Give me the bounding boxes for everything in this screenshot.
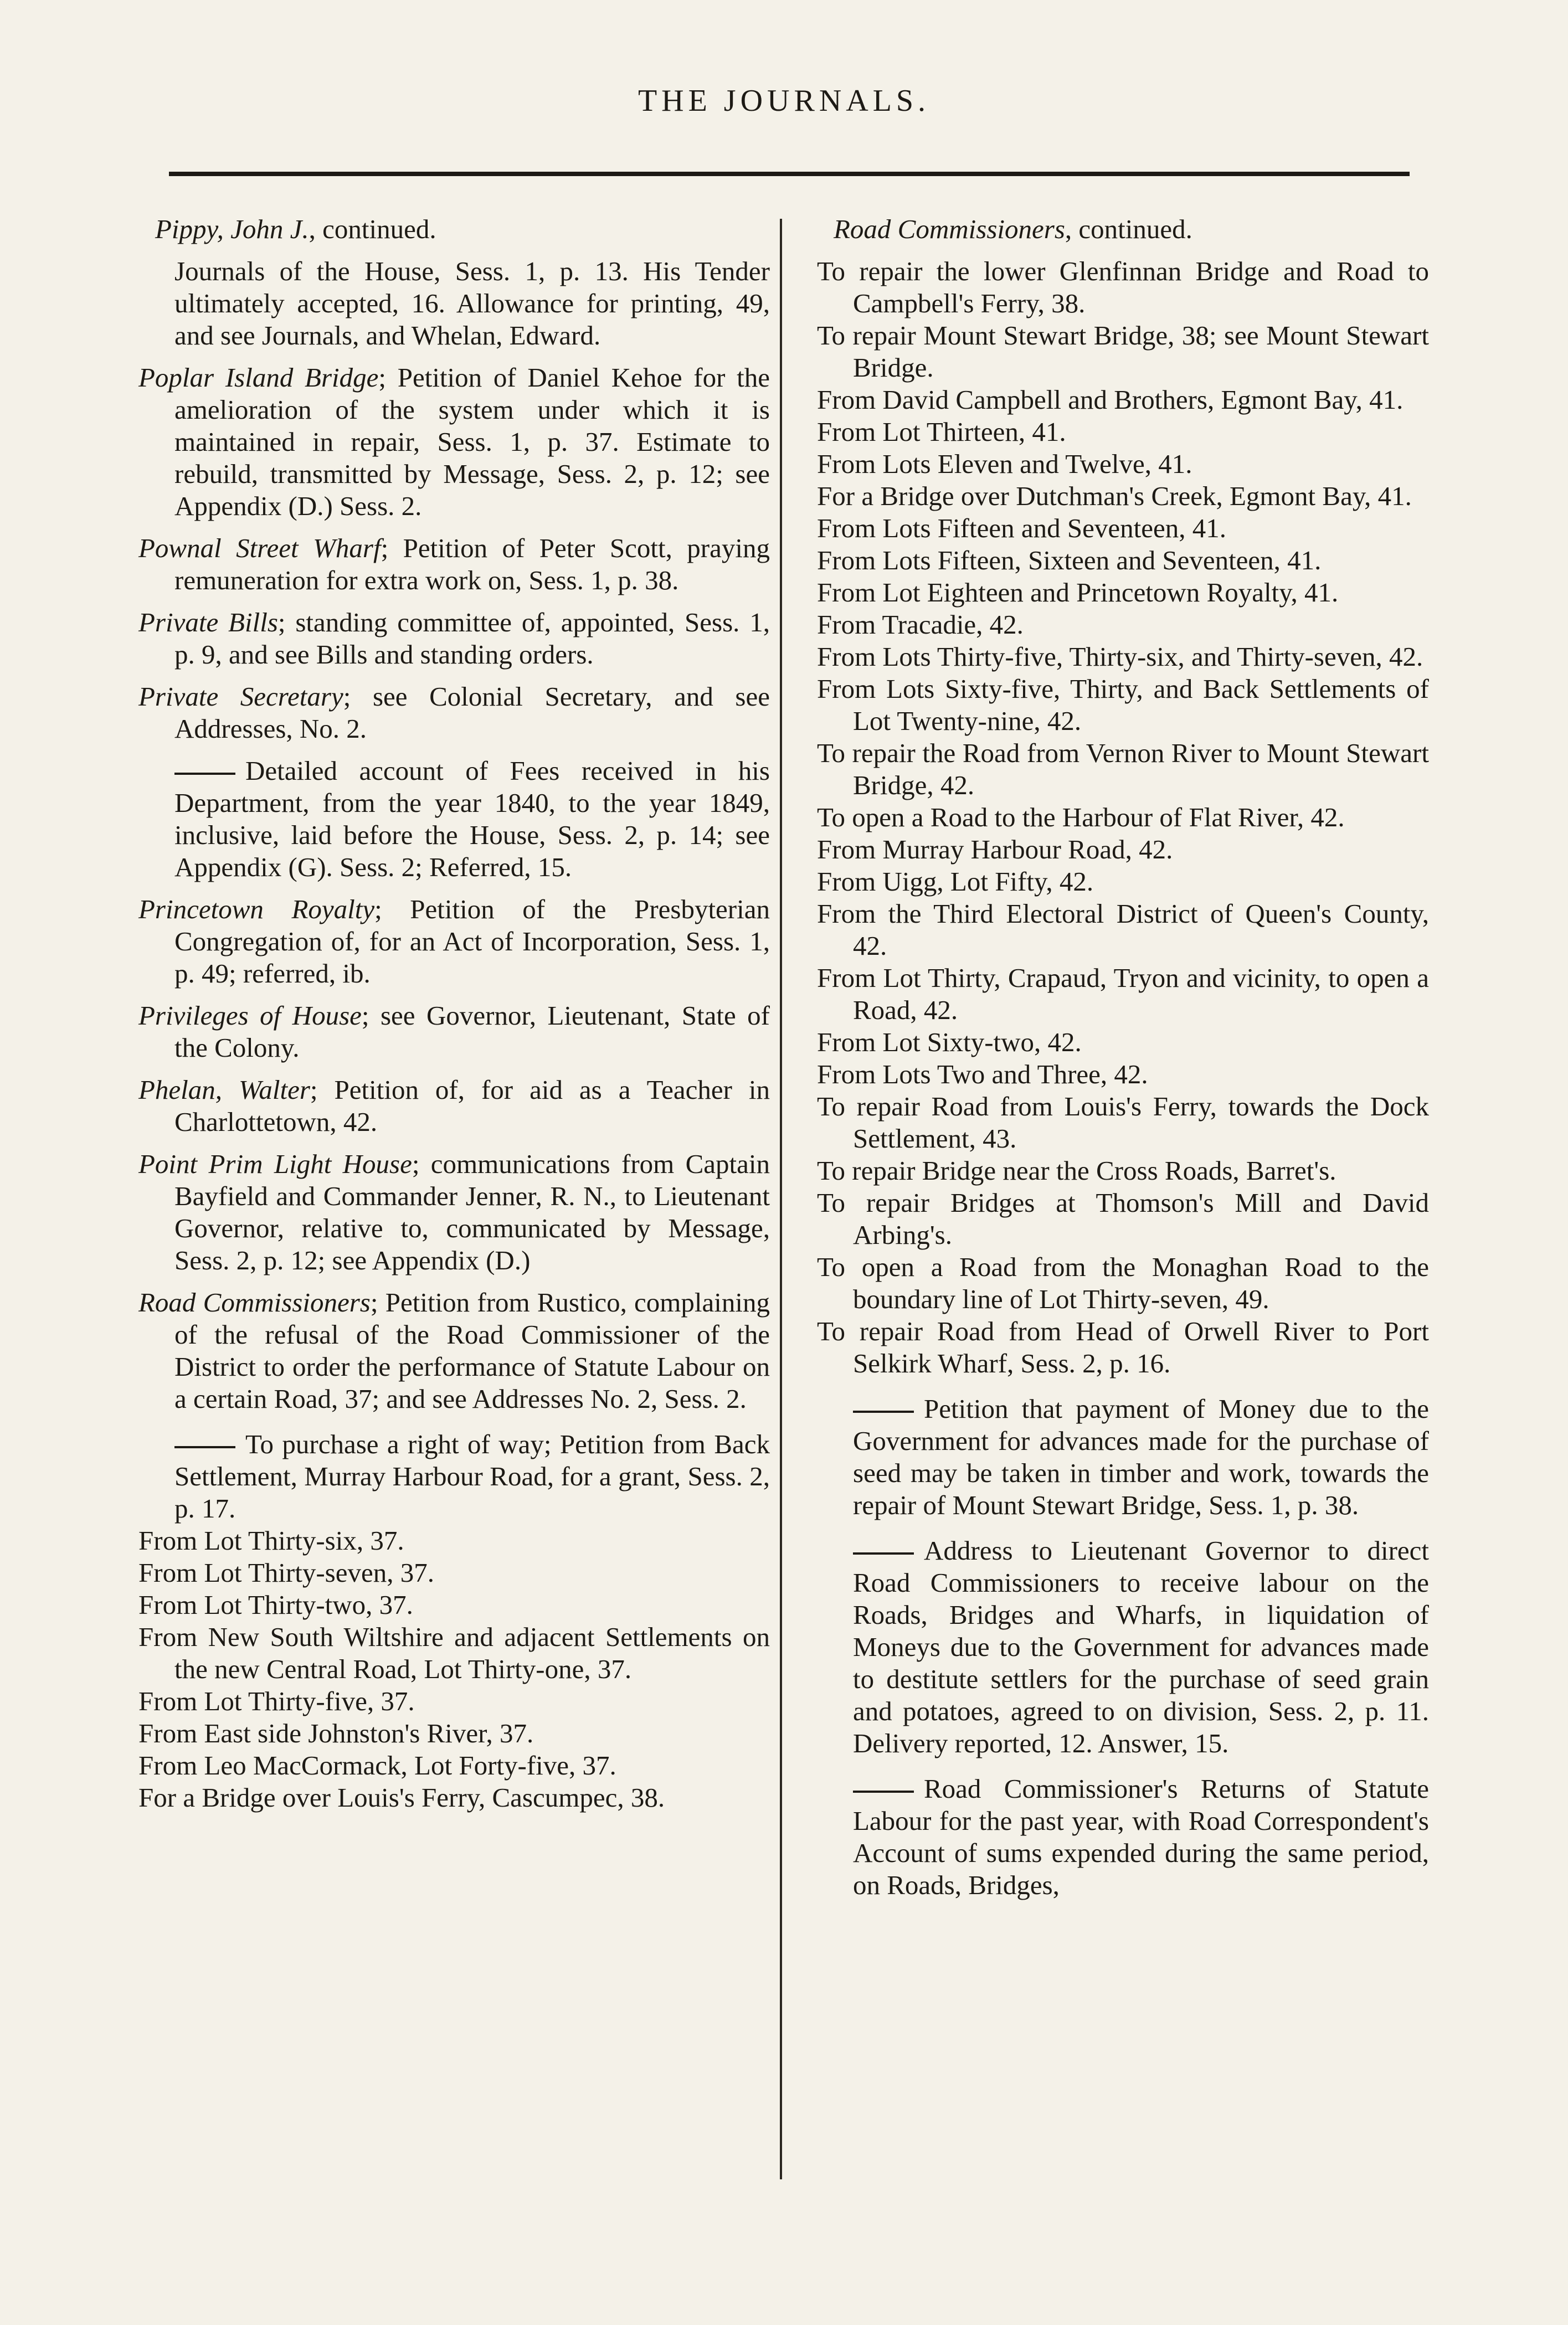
index-entry-dash xyxy=(138,1428,770,1525)
sub-item: To open a Road from the Monaghan Road to the boundary line of Lot Thirty-seven, 49. xyxy=(817,1252,1429,1314)
continued-heading-name: Pippy, John J. xyxy=(155,214,309,244)
entry-text: ; see Colonial Secretary, and see Addresses, No. 2. xyxy=(174,681,770,744)
index-entry xyxy=(138,1287,770,1415)
entry-head: Pownal Street Wharf xyxy=(138,533,381,563)
sub-item: From New South Wiltshire and adjacent Settlements on the new Central Road, Lot Thirty-one, 37. xyxy=(138,1622,770,1684)
sub-item: For a Bridge over Dutchman's Creek, Egmont Bay, 41. xyxy=(817,481,1412,511)
ditto-dash xyxy=(853,1552,914,1555)
entry-head: Private Secretary xyxy=(138,681,343,712)
continued-heading-suffix: , continued. xyxy=(309,214,436,244)
sub-item: From Lot Sixty-two, 42. xyxy=(817,1027,1082,1057)
index-entry xyxy=(138,606,770,671)
sub-item: To open a Road to the Harbour of Flat River, 42. xyxy=(817,802,1345,832)
ditto-dash xyxy=(853,1411,914,1413)
sub-item: From Leo MacCormack, Lot Forty-five, 37. xyxy=(138,1750,616,1781)
entry-head: Princetown Royalty xyxy=(138,894,375,924)
left-column xyxy=(138,213,770,1814)
continued-heading xyxy=(834,213,1429,245)
entry-text: ; Petition of Peter Scott, praying remuneration for extra work on, Sess. 1, p. 38. xyxy=(174,533,770,595)
sub-item: To repair Mount Stewart Bridge, 38; see Mount Stewart Bridge. xyxy=(817,320,1429,383)
sub-item: From Lot Eighteen and Princetown Royalty, 41. xyxy=(817,577,1339,608)
continued-text: Journals of the House, Sess. 1, p. 13. His Tender ultimately accepted, 16. Allowance for printing, 49, and see Journals, and Whelan, Edward. xyxy=(174,256,770,351)
sub-item: To repair Bridge near the Cross Roads, Barret's. xyxy=(817,1155,1336,1186)
index-entry xyxy=(138,1148,770,1277)
sub-item: From the Third Electoral District of Queen's County, 42. xyxy=(817,898,1429,961)
entry-text: ; see Governor, Lieutenant, State of the Colony. xyxy=(174,1000,770,1063)
sub-item: From Lot Thirteen, 41. xyxy=(817,416,1066,447)
index-entry xyxy=(138,1000,770,1064)
sub-item: From Lots Fifteen, Sixteen and Seventeen, 41. xyxy=(817,545,1322,575)
sub-item: To repair the Road from Vernon River to Mount Stewart Bridge, 42. xyxy=(817,738,1429,800)
entry-head: Privileges of House xyxy=(138,1000,362,1031)
sub-item: From East side Johnston's River, 37. xyxy=(138,1718,534,1748)
continued-heading-name: Road Commissioners xyxy=(834,214,1065,244)
column-divider xyxy=(780,219,782,2179)
sub-item: From David Campbell and Brothers, Egmont Bay, 41. xyxy=(817,384,1404,415)
index-entry xyxy=(138,1074,770,1138)
header-rule xyxy=(169,172,1410,176)
sub-item: To repair Road from Louis's Ferry, towards the Dock Settlement, 43. xyxy=(817,1091,1429,1154)
entry-text: ; Petition of Daniel Kehoe for the amelioration of the system under which it is maintained in repair, Sess. 1, p. 37. Estimate to rebuild, transmitted by Message, Sess. 2, p. 12; see Appendix (D.) Sess. 2. xyxy=(174,362,770,521)
sub-item: From Lot Thirty-six, 37. xyxy=(138,1525,404,1556)
sub-item: From Lot Thirty-seven, 37. xyxy=(138,1557,434,1588)
ditto-dash xyxy=(174,1446,235,1448)
entry-text: To purchase a right of way; Petition from Back Settlement, Murray Harbour Road, for a grant, Sess. 2, p. 17. xyxy=(174,1429,770,1524)
sub-item: To repair the lower Glenfinnan Bridge and Road to Campbell's Ferry, 38. xyxy=(817,256,1429,318)
sub-item: From Uigg, Lot Fifty, 42. xyxy=(817,866,1094,897)
entry-text: ; Petition from Rustico, complaining of the refusal of the Road Commissioner of the District to order the performance of Statute Labour on a certain Road, 37; and see Addresses No. 2, Sess. 2. xyxy=(174,1287,770,1414)
sub-item: From Lot Thirty-five, 37. xyxy=(138,1686,415,1716)
entry-head: Phelan, Walter xyxy=(138,1074,310,1105)
continued-heading xyxy=(155,213,770,245)
ditto-dash xyxy=(174,773,235,775)
entry-head: Road Commissioners xyxy=(138,1287,371,1318)
index-entry-dash xyxy=(817,1393,1429,1521)
index-entry xyxy=(138,532,770,596)
sub-item: To repair Road from Head of Orwell River to Port Selkirk Wharf, Sess. 2, p. 16. xyxy=(817,1316,1429,1378)
entry-text: Petition that payment of Money due to the Government for advances made for the purchase of seed may be taken in timber and work, towards the repair of Mount Stewart Bridge, Sess. 1, p. 38. xyxy=(853,1393,1429,1520)
sub-item: From Lots Sixty-five, Thirty, and Back Settlements of Lot Twenty-nine, 42. xyxy=(817,673,1429,736)
right-column xyxy=(817,213,1429,1911)
sub-item: From Lot Thirty, Crapaud, Tryon and vicinity, to open a Road, 42. xyxy=(817,963,1429,1025)
sub-item: From Lots Thirty-five, Thirty-six, and Thirty-seven, 42. xyxy=(817,641,1423,672)
sub-item: For a Bridge over Louis's Ferry, Cascumpec, 38. xyxy=(138,1782,665,1813)
index-entry-dash xyxy=(138,755,770,883)
index-entry-dash xyxy=(817,1773,1429,1901)
entry-head: Point Prim Light House xyxy=(138,1149,412,1179)
index-entry-dash xyxy=(817,1535,1429,1760)
index-entry xyxy=(138,681,770,745)
entry-head: Private Bills xyxy=(138,607,278,637)
entry-head: Poplar Island Bridge xyxy=(138,362,379,393)
entry-text: ; communications from Captain Bayfield and Commander Jenner, R. N., to Lieutenant Governor, relative to, communicated by Message, Sess. 2, p. 12; see Appendix (D.) xyxy=(174,1149,770,1275)
sub-item: To repair Bridges at Thomson's Mill and David Arbing's. xyxy=(817,1187,1429,1250)
sub-item: From Murray Harbour Road, 42. xyxy=(817,834,1173,865)
entry-text: ; Petition of, for aid as a Teacher in Charlottetown, 42. xyxy=(174,1074,770,1137)
sub-item: From Lots Fifteen and Seventeen, 41. xyxy=(817,513,1226,543)
entry-text: ; Petition of the Presbyterian Congregation of, for an Act of Incorporation, Sess. 1, p. 49; referred, ib. xyxy=(174,894,770,989)
index-entry xyxy=(138,362,770,522)
sub-item: From Lots Two and Three, 42. xyxy=(817,1059,1148,1089)
page-header: THE JOURNALS. xyxy=(638,84,930,118)
continued-heading-suffix: , continued. xyxy=(1065,214,1192,244)
entry-text: Road Commissioner's Returns of Statute Labour for the past year, with Road Correspondent's Account of sums expended during the same period, on Roads, Bridges, xyxy=(853,1773,1429,1900)
sub-item: From Lots Eleven and Twelve, 41. xyxy=(817,449,1192,479)
entry-text: ; standing committee of, appointed, Sess. 1, p. 9, and see Bills and standing orders. xyxy=(174,607,770,670)
entry-text: Address to Lieutenant Governor to direct Road Commissioners to receive labour on the Roads, Bridges and Wharfs, in liquidation of Moneys due to the Government for advances made to destitute settlers for the purchase of seed grain and potatoes, agreed to on division, Sess. 2, p. 11. Delivery reported, 12. Answer, 15. xyxy=(853,1535,1429,1758)
sub-item: From Tracadie, 42. xyxy=(817,609,1024,640)
sub-item: From Lot Thirty-two, 37. xyxy=(138,1590,413,1620)
ditto-dash xyxy=(853,1791,914,1793)
entry-text: Detailed account of Fees received in his Department, from the year 1840, to the year 1849, inclusive, laid before the House, Sess. 2, p. 14; see Appendix (G). Sess. 2; Referred, 15. xyxy=(174,755,770,882)
index-entry xyxy=(138,893,770,990)
